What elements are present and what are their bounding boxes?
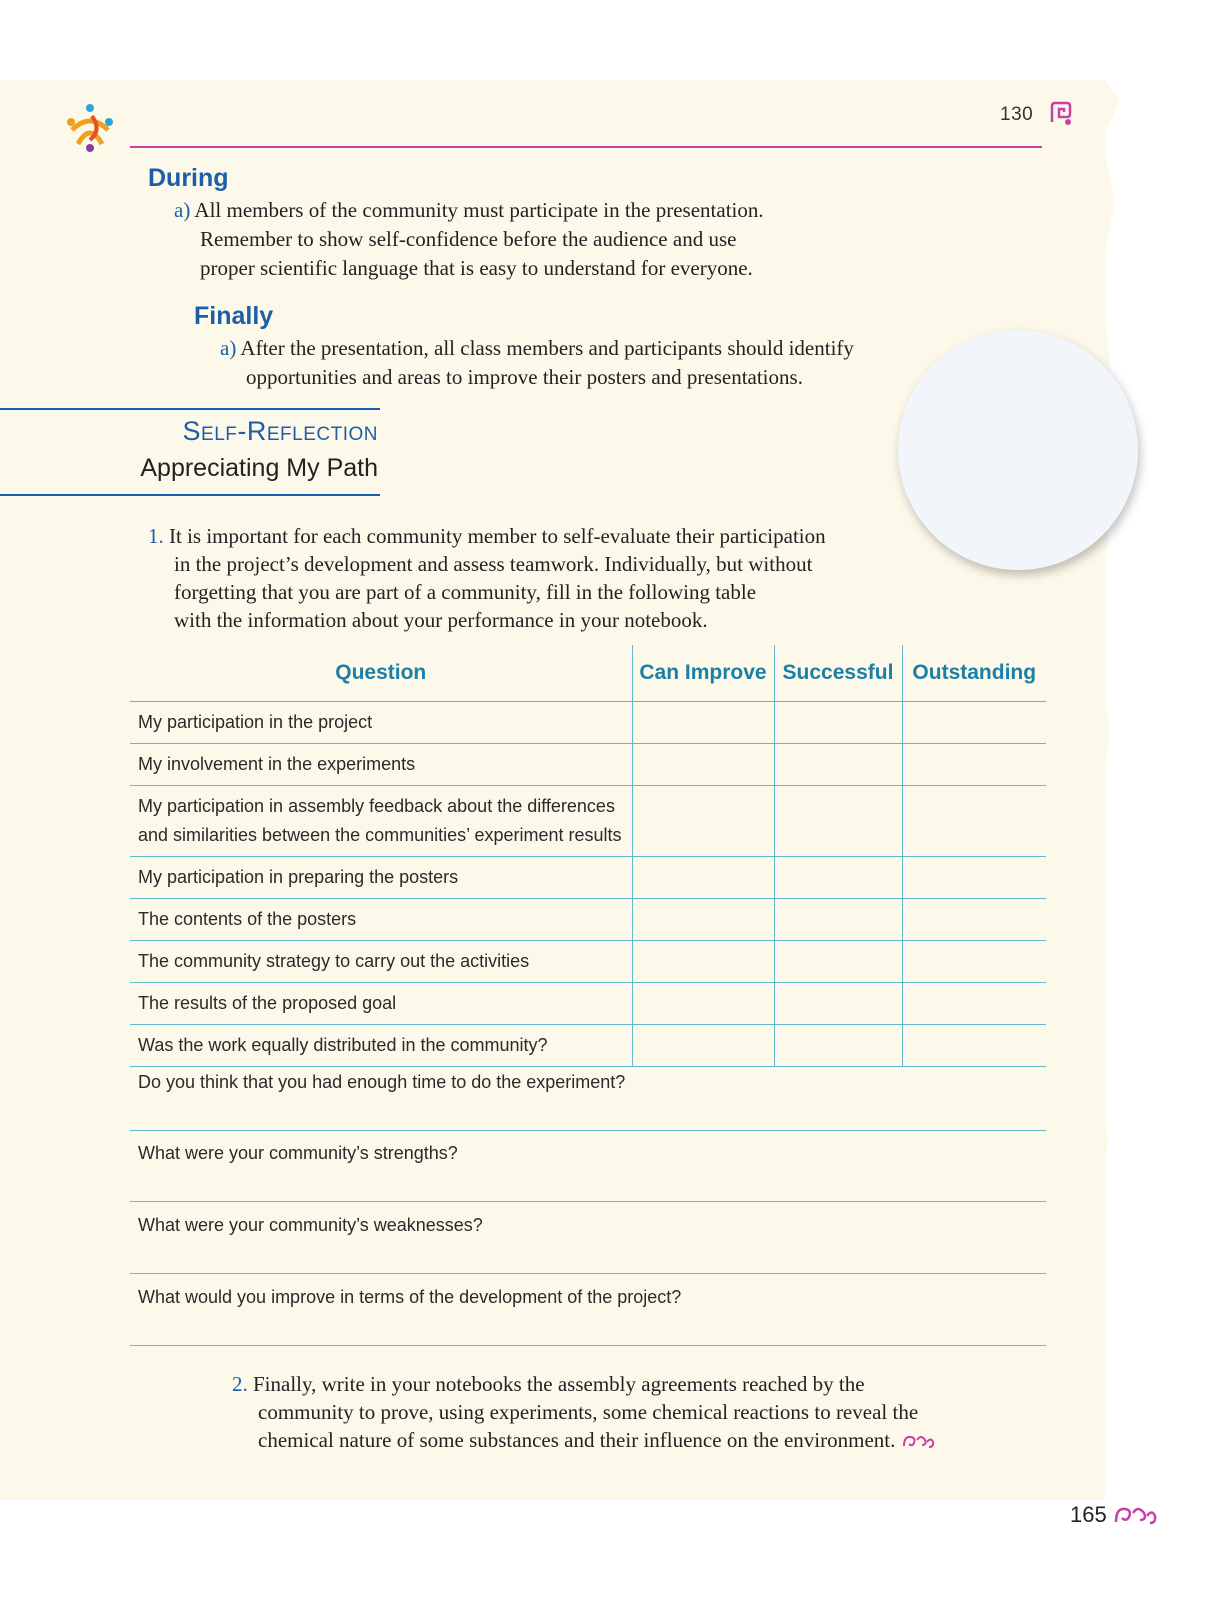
community-logo-icon [62,100,118,156]
during-line-2: Remember to show self-confidence before the audience and use [200,227,737,251]
open-question-text: Do you think that you had enough time to do the experiment? [138,1072,626,1092]
item-1-line-2: in the project’s development and assess teamwork. Individually, but without [174,552,813,576]
blank-sticker [898,330,1138,570]
finally-marker: a) [220,336,237,360]
item-1-line-3: forgetting that you are part of a community, fill in the following table [174,580,757,604]
page-number: 165 [1070,1502,1107,1527]
item-2-paragraph [232,1370,1022,1454]
open-question-text: What were your community’s strengths? [138,1143,458,1163]
table-row [130,941,1046,983]
item-1-line-1: It is important for each community member to self-evaluate their participation [169,524,826,548]
row-question: The community strategy to carry out the activities [130,941,632,983]
item-1-line-4: with the information about your performance in your notebook. [174,608,708,632]
row-question: The results of the proposed goal [130,983,632,1025]
successful-cell[interactable] [774,857,902,899]
successful-cell[interactable] [774,941,902,983]
table-header-row [130,645,1046,702]
table-row [130,744,1046,786]
successful-cell[interactable] [774,744,902,786]
successful-cell[interactable] [774,702,902,744]
self-reflection-banner [0,408,380,496]
outstanding-cell[interactable] [902,786,1046,857]
row-question: My participation in the project [130,702,632,744]
can-improve-cell[interactable] [632,702,774,744]
row-question: My involvement in the experiments [130,744,632,786]
finally-line-1: After the presentation, all class members and participants should identify [240,336,854,360]
can-improve-cell[interactable] [632,857,774,899]
header-outstanding: Outstanding [902,645,1046,702]
inner-page-number: 130 [1000,104,1034,125]
open-question-text: What would you improve in terms of the development of the project? [138,1287,682,1307]
row-question: Was the work equally distributed in the community? [130,1025,632,1067]
during-line-1: All members of the community must participate in the presentation. [194,198,764,222]
can-improve-cell[interactable] [632,744,774,786]
header-can-improve: Can Improve [632,645,774,702]
successful-cell[interactable] [774,786,902,857]
page-ornament-icon [1112,1502,1158,1530]
row-question-line-1: My participation in assembly feedback about the differences [138,796,615,816]
finally-heading: Finally [194,302,274,330]
table-row [130,786,1046,857]
can-improve-cell[interactable] [632,899,774,941]
during-heading: During [148,164,229,192]
open-question-row[interactable] [130,1275,1046,1346]
finally-line-2: opportunities and areas to improve their posters and presentations. [246,365,803,389]
outstanding-cell[interactable] [902,744,1046,786]
outstanding-cell[interactable] [902,941,1046,983]
item-2-line-3-text: chemical nature of some substances and their influence on the environment. [258,1428,896,1452]
open-question-row[interactable] [130,1060,1046,1131]
successful-cell[interactable] [774,983,902,1025]
open-question-row[interactable] [130,1131,1046,1202]
table-row [130,857,1046,899]
self-reflection-title: Self-Reflection [182,416,378,446]
item-2-number: 2. [232,1372,248,1396]
self-evaluation-table [130,645,1046,1067]
row-question [130,786,632,857]
finally-paragraph [220,334,854,392]
magenta-ornament-icon [1048,100,1074,126]
table-row [130,899,1046,941]
table-row [130,702,1046,744]
open-question-text: What were your community’s weaknesses? [138,1215,483,1235]
outstanding-cell[interactable] [902,702,1046,744]
row-question: My participation in preparing the posters [130,857,632,899]
header-rule [130,146,1042,148]
can-improve-cell[interactable] [632,786,774,857]
item-2-line-2: community to prove, using experiments, some chemical reactions to reveal the [258,1400,919,1424]
during-line-3: proper scientific language that is easy to understand for everyone. [200,256,753,280]
torn-paper-edge [1080,80,1130,1500]
during-paragraph [174,196,764,283]
can-improve-cell[interactable] [632,941,774,983]
item-1-paragraph [148,522,826,634]
header-successful: Successful [774,645,902,702]
self-reflection-subtitle: Appreciating My Path [140,454,378,482]
table-row [130,983,1046,1025]
open-question-row[interactable] [130,1203,1046,1274]
outstanding-cell[interactable] [902,857,1046,899]
item-1-number: 1. [148,524,164,548]
outstanding-cell[interactable] [902,899,1046,941]
can-improve-cell[interactable] [632,983,774,1025]
item-2-line-1: Finally, write in your notebooks the assembly agreements reached by the [253,1372,865,1396]
successful-cell[interactable] [774,899,902,941]
row-question: The contents of the posters [130,899,632,941]
header-question: Question [130,645,632,702]
item-2-line-3 [232,1426,1022,1454]
row-question-line-2: and similarities between the communities’ experiment results [138,825,622,845]
during-marker: a) [174,198,191,222]
end-ornament-icon [901,1432,935,1452]
outstanding-cell[interactable] [902,983,1046,1025]
